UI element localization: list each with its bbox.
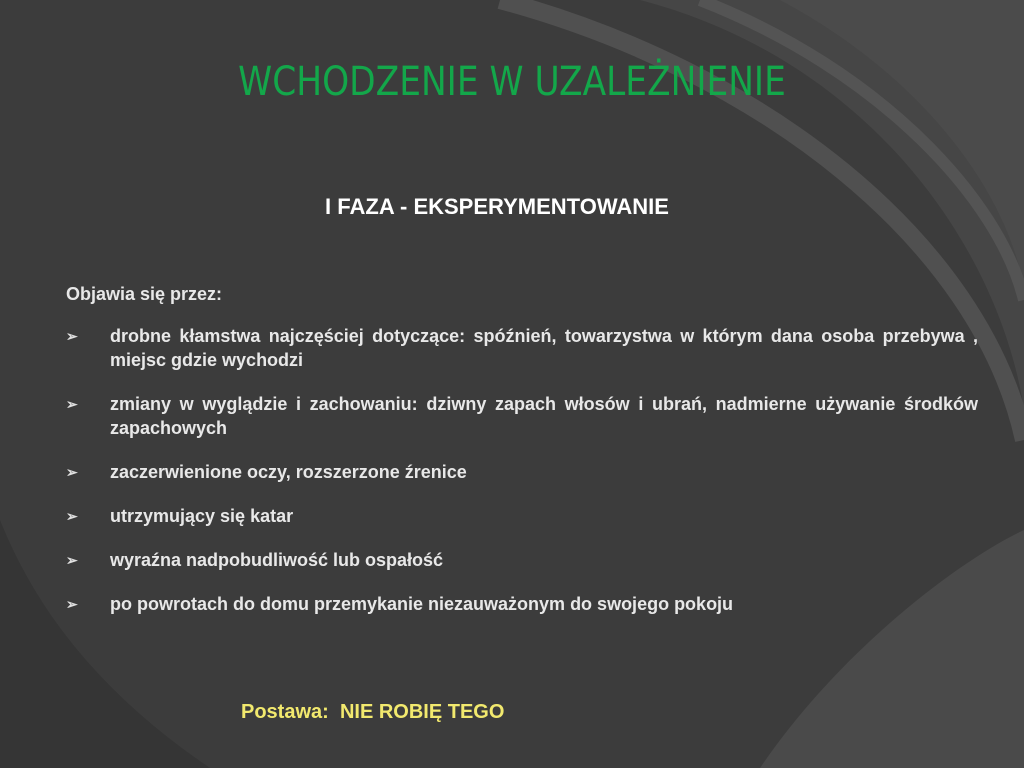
list-item-text: po powrotach do domu przemykanie niezauważonym do swojego pokoju	[110, 594, 734, 614]
attitude-footer	[241, 699, 504, 725]
list-item-text: zaczerwienione oczy, rozszerzone źrenice	[110, 462, 467, 482]
list-item	[66, 460, 978, 484]
arrow-bullet-icon: ➢	[66, 464, 78, 480]
list-item	[66, 592, 978, 616]
symptoms-intro: Objawia się przez:	[66, 284, 223, 304]
list-item-text: drobne kłamstwa najczęściej dotyczące: spóźnień, towarzystwa w którym dana osoba przebywa , miejsc gdzie wychodzi	[110, 326, 978, 370]
list-item	[66, 324, 978, 372]
arrow-bullet-icon: ➢	[66, 552, 78, 568]
list-item	[66, 504, 978, 528]
list-item-text: utrzymujący się katar	[110, 506, 294, 526]
arrow-bullet-icon: ➢	[66, 328, 78, 344]
attitude-value: NIE ROBIĘ TEGO	[339, 701, 505, 723]
symptoms-list	[66, 324, 978, 636]
list-item-text: zmiany w wyglądzie i zachowaniu: dziwny zapach włosów i ubrań, nadmierne używanie środków zapachowych	[110, 394, 978, 438]
slide-title: WCHODZENIE W UZALEŻNIENIE	[238, 59, 786, 105]
list-item	[66, 548, 978, 572]
attitude-label: Postawa:	[241, 701, 329, 723]
arrow-bullet-icon: ➢	[66, 508, 78, 524]
arrow-bullet-icon: ➢	[66, 596, 78, 612]
list-item-text: wyraźna nadpobudliwość lub ospałość	[110, 550, 444, 570]
phase-subtitle: I FAZA - EKSPERYMENTOWANIE	[325, 194, 669, 219]
list-item	[66, 392, 978, 440]
arrow-bullet-icon: ➢	[66, 396, 78, 412]
